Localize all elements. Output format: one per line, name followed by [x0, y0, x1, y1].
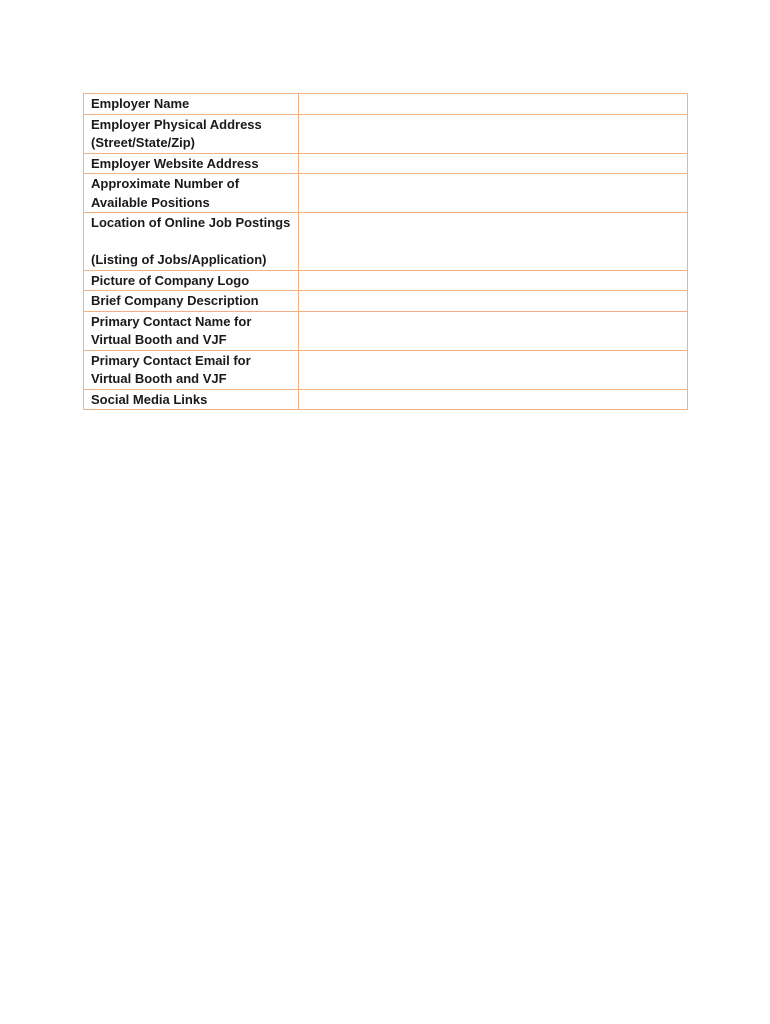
- value-available-positions[interactable]: [299, 174, 688, 213]
- label-line: Picture of Company Logo: [91, 272, 250, 288]
- label-company-description: [84, 291, 299, 312]
- value-contact-name[interactable]: [299, 311, 688, 350]
- table-row-employer-name: [84, 94, 688, 115]
- table-row-company-logo: [84, 270, 688, 291]
- table-row-job-postings-location: [84, 213, 688, 271]
- label-contact-email: [84, 350, 299, 389]
- label-line: (Street/State/Zip): [91, 135, 196, 150]
- label-line: Primary Contact Name for: [91, 313, 252, 329]
- label-job-postings-location: [84, 213, 299, 271]
- label-line: Employer Website Address: [91, 155, 259, 171]
- value-job-postings-location[interactable]: [299, 213, 688, 271]
- label-employer-name: [84, 94, 299, 115]
- table-row-company-description: [84, 291, 688, 312]
- employer-info-table: [83, 93, 688, 410]
- label-physical-address: [84, 114, 299, 153]
- label-contact-name: [84, 311, 299, 350]
- label-line: Social Media Links: [91, 391, 208, 407]
- label-social-media: [84, 389, 299, 410]
- label-line: Primary Contact Email for: [91, 352, 251, 368]
- label-line: (Listing of Jobs/Application): [91, 252, 267, 267]
- table-row-contact-name: [84, 311, 688, 350]
- label-line: Location of Online Job Postings: [91, 215, 291, 230]
- value-website-address[interactable]: [299, 153, 688, 174]
- table-row-available-positions: [84, 174, 688, 213]
- label-company-logo: [84, 270, 299, 291]
- value-physical-address[interactable]: [299, 114, 688, 153]
- value-company-description[interactable]: [299, 291, 688, 312]
- label-line: Available Positions: [91, 194, 210, 210]
- label-line: Approximate Number of: [91, 176, 240, 191]
- value-social-media[interactable]: [299, 389, 688, 410]
- table-row-social-media: [84, 389, 688, 410]
- table-row-physical-address: [84, 114, 688, 153]
- label-line: Brief Company Description: [91, 293, 259, 308]
- label-line: Virtual Booth and VJF: [91, 371, 227, 386]
- label-line: Employer Name: [91, 96, 190, 111]
- label-website-address: [84, 153, 299, 174]
- label-line: Employer Physical Address: [91, 116, 262, 132]
- label-line: Virtual Booth and VJF: [91, 332, 227, 347]
- table-row-contact-email: [84, 350, 688, 389]
- value-contact-email[interactable]: [299, 350, 688, 389]
- label-available-positions: [84, 174, 299, 213]
- table-row-website-address: [84, 153, 688, 174]
- value-company-logo[interactable]: [299, 270, 688, 291]
- value-employer-name[interactable]: [299, 94, 688, 115]
- label-spacer: [91, 233, 291, 252]
